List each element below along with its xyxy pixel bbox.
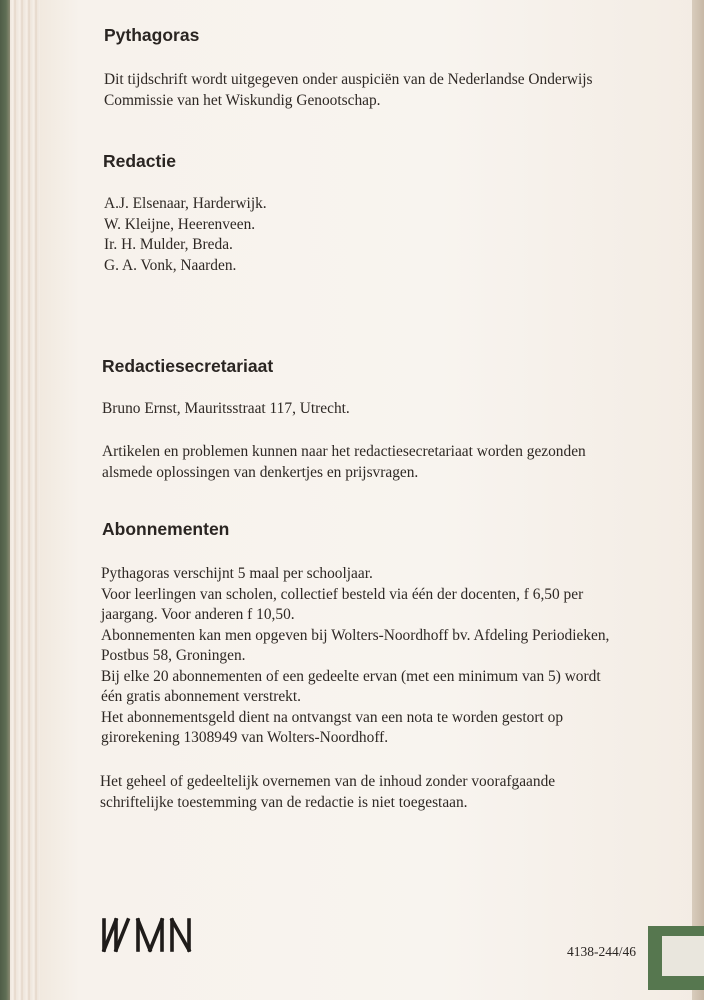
library-label-inner [662,936,704,976]
text-line: Pythagoras verschijnt 5 maal per schooljaar. [101,565,373,582]
text-line: één gratis abonnement verstrekt. [101,688,302,705]
pythagoras-intro [104,70,593,111]
section-title-abonnementen: Abonnementen [102,519,230,539]
secretariaat-address [102,399,350,420]
book-binding [0,0,10,1000]
section-title-redactie: Redactie [103,151,176,171]
section-title-pythagoras: Pythagoras [104,25,200,45]
member-item: Ir. H. Mulder, Breda. [104,236,233,253]
section-title-redactiesecretariaat: Redactiesecretariaat [102,356,274,376]
text-line: Dit tijdschrift wordt uitgegeven onder auspiciën van de Nederlandse Onderwijs [104,71,593,88]
text-line: schriftelijke toestemming van de redactie is niet toegestaan. [100,793,468,811]
copyright-notice [100,772,555,813]
catalog-code: 4138-244/46 [567,944,636,959]
publisher-logo [101,917,193,953]
text-line: Het abonnementsgeld dient na ontvangst van een nota te worden gestort op [101,708,564,726]
text-line: Het geheel of gedeeltelijk overnemen van de inhoud zonder voorafgaande [100,773,556,790]
text-line: Bij elke 20 abonnementen of een gedeelte ervan (met een minimum van 5) wordt [101,667,601,685]
member-item: A.J. Elsenaar, Harderwijk. [104,195,267,212]
text-line: Commissie van het Wiskundig Genootschap. [104,91,381,109]
page-edge-right [692,0,704,1000]
text-line: jaargang. Voor anderen f 10,50. [101,606,295,623]
text-line: Voor leerlingen van scholen, collectief besteld via één der docenten, f 6,50 per [101,585,584,603]
member-item: W. Kleijne, Heerenveen. [104,215,256,233]
text-line: Bruno Ernst, Mauritsstraat 117, Utrecht. [102,400,350,417]
page [40,0,704,1000]
text-line: alsmede oplossingen van denkertjes en prijsvragen. [102,463,419,481]
text-line: Postbus 58, Groningen. [101,647,246,664]
page-edges [10,0,40,1000]
member-item: G. A. Vonk, Naarden. [104,256,237,274]
text-line: Artikelen en problemen kunnen naar het redactiesecretariaat worden gezonden [102,443,586,460]
text-line: Abonnementen kan men opgeven bij Wolters-Noordhoff bv. Afdeling Periodieken, [101,626,610,644]
secretariaat-note [102,442,586,483]
text-line: girorekening 1308949 van Wolters-Noordhoff. [101,729,389,746]
abonnementen-text [101,564,609,749]
redactie-members [104,194,267,276]
